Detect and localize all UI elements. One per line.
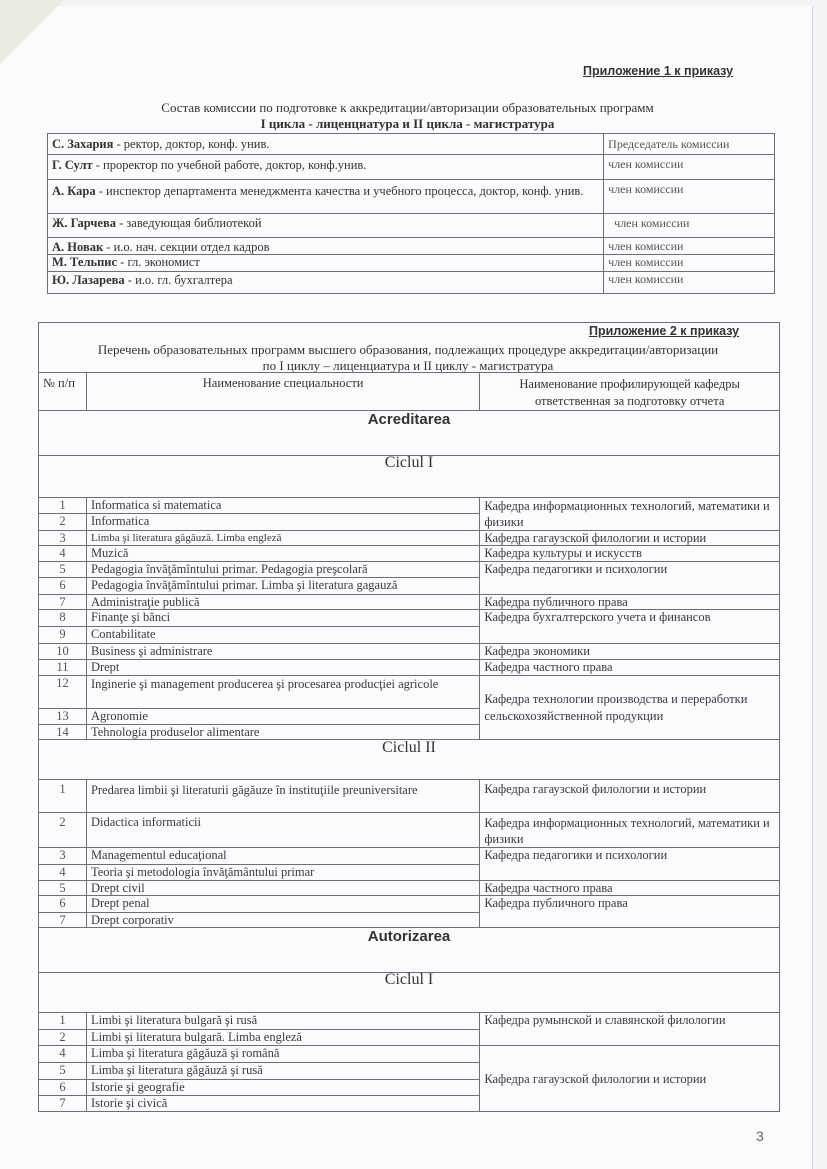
table-row [39,881,780,896]
commission-row [48,214,775,238]
row-specialty: Istorie şi geografie [86,1080,479,1096]
row-num: 4 [39,865,87,881]
table-row [39,644,780,660]
row-num: 4 [39,1046,87,1063]
row-num: 2 [39,813,87,848]
member-name: С. Захария [52,137,114,151]
row-department: Кафедра частного права [480,881,780,896]
row-specialty: Tehnologia produselor alimentare [86,725,479,740]
table-row [39,610,780,627]
row-specialty: Limbi şi literatura bulgară şi rusă [86,1013,479,1030]
row-specialty: Drept [86,660,479,676]
member-role: член комиссии [604,214,775,238]
appendix-1-label: Приложение 1 к приказу [583,64,734,78]
row-num: 1 [39,498,87,514]
row-department: Кафедра информационных технологий, математики и физики [480,813,780,848]
section-row [39,973,780,1013]
table-row [39,660,780,676]
table-row [39,896,780,913]
row-department: Кафедра экономики [480,644,780,660]
member-desc: - гл. экономист [117,255,200,269]
member-desc: - ректор, доктор, конф. унив. [113,137,270,151]
section-row [39,928,780,973]
appendix-2-title-line1: Перечень образовательных программ высшего образования, подлежащих процедуре аккредитации/авторизации [97,342,719,357]
row-specialty: Predarea limbii şi literaturii găgăuze în instituţiile preuniversitare [86,780,479,813]
commission-row [48,255,775,272]
section-row [39,740,780,780]
table-row [39,1013,780,1030]
row-specialty: Drept corporativ [86,913,479,928]
section-acreditarea: Acreditarea [367,411,451,428]
commission-row [48,134,775,155]
section-acred-ciclul1: Ciclul I [384,454,434,471]
appendix-1-title-line2: I цикла - лиценциатура и II цикла - магистратура [260,116,555,131]
folded-corner [0,0,64,64]
row-specialty: Pedagogia învăţămîntului primar. Limba şi literatura gagauză [86,578,479,595]
row-specialty: Limba şi literatura găgăuză şi română [86,1046,479,1063]
member-desc: - и.о. гл. бухгалтера [124,273,233,287]
appendix-2-title-line2: по I циклу – лиценциатура и II циклу - магистратура [262,358,554,373]
row-department: Кафедра педагогики и психологии [480,848,780,881]
row-specialty: Limbi şi literatura bulgară. Limba engleză [86,1030,479,1046]
row-specialty: Inginerie şi management producerea şi procesarea producţiei agricole [86,676,479,709]
row-num: 9 [39,627,87,644]
row-num: 7 [39,595,87,610]
member-desc: - инспектор департамента менеджмента качества и учебного процесса, доктор, конф. унив. [95,184,584,198]
row-department: Кафедра технологии производства и переработки сельскохозяйственной продукции [480,676,780,740]
row-specialty: Limba şi literatura găgăuză şi rusă [86,1063,479,1080]
row-specialty: Drept penal [86,896,479,913]
row-department: Кафедра информационных технологий, математики и физики [480,498,780,531]
row-num: 4 [39,546,87,562]
table-row [39,531,780,546]
row-specialty: Business şi administrare [86,644,479,660]
section-row [39,411,780,456]
row-num: 2 [39,514,87,531]
row-specialty: Administraţie publică [86,595,479,610]
member-desc: - проректор по учебной работе, доктор, конф.унив. [92,158,367,172]
table-row [39,848,780,865]
commission-row [48,272,775,294]
row-num: 6 [39,1080,87,1096]
section-autor-ciclul1: Ciclul I [384,971,434,988]
row-specialty: Muzică [86,546,479,562]
row-num: 13 [39,709,87,725]
row-department: Кафедра частного права [480,660,780,676]
section-autorizarea: Autorizarea [367,928,451,945]
header-num: № п/п [39,373,87,411]
row-num: 6 [39,896,87,913]
row-num: 7 [39,913,87,928]
header-department: Наименование профилирующей кафедры ответственная за подготовку отчета [480,373,780,411]
row-specialty: Managementul educaţional [86,848,479,865]
row-specialty: Contabilitate [86,627,479,644]
row-department: Кафедра педагогики и психологии [480,562,780,595]
table-row [39,676,780,709]
member-role: член комиссии [604,155,775,180]
row-specialty: Teoria şi metodologia învăţământului primar [86,865,479,881]
programs-table [38,372,780,1112]
row-department: Кафедра гагаузской филологии и истории [480,531,780,546]
member-role: Председатель комиссии [604,134,775,155]
member-role: член комиссии [604,180,775,214]
row-num: 5 [39,1063,87,1080]
table-row [39,1046,780,1063]
member-name: Ю. Лазарева [52,273,125,287]
row-department: Кафедра культуры и искусств [480,546,780,562]
table-row [39,813,780,848]
row-num: 12 [39,676,87,709]
row-specialty: Informatica [86,514,479,531]
member-name: Г. Султ [52,158,93,172]
header-specialty: Наименование специальности [86,373,479,411]
row-num: 14 [39,725,87,740]
section-acred-ciclul2: Ciclul II [382,739,436,756]
row-department: Кафедра гагаузской филологии и истории [480,1046,780,1112]
table-row [39,498,780,514]
page-number: 3 [756,1128,764,1144]
member-name: А. Кара [52,184,96,198]
row-num: 11 [39,660,87,676]
member-role: член комиссии [604,255,775,272]
row-specialty: Drept civil [86,881,479,896]
row-num: 7 [39,1096,87,1112]
row-num: 2 [39,1030,87,1046]
member-desc: - заведующая библиотекой [115,216,262,230]
row-num: 5 [39,881,87,896]
table-row [39,546,780,562]
row-num: 1 [39,780,87,813]
row-num: 3 [39,848,87,865]
commission-row [48,180,775,214]
row-specialty: Didactica informaticii [86,813,479,848]
row-specialty: Limba şi literatura găgăuză. Limba engleză [86,531,479,546]
row-department: Кафедра гагаузской филологии и истории [480,780,780,813]
row-department: Кафедра румынской и славянской филологии [480,1013,780,1046]
member-role: член комиссии [604,272,775,294]
header-row [39,373,780,411]
row-num: 10 [39,644,87,660]
member-role: член комиссии [604,238,775,255]
row-specialty: Informatica si matematica [86,498,479,514]
row-specialty: Agronomie [86,709,479,725]
row-specialty: Finanţe şi bănci [86,610,479,627]
member-name: М. Тельпис [52,255,118,269]
row-department: Кафедра бухгалтерского учета и финансов [480,610,780,644]
appendix-2-label: Приложение 2 к приказу [589,324,740,338]
section-row [39,456,780,498]
row-num: 5 [39,562,87,578]
row-num: 6 [39,578,87,595]
row-num: 3 [39,531,87,546]
member-name: А. Новак [52,240,104,254]
member-name: Ж. Гарчева [52,216,116,230]
row-specialty: Istorie şi civică [86,1096,479,1112]
commission-table [47,133,775,294]
member-desc: - и.о. нач. секции отдел кадров [103,240,270,254]
row-department: Кафедра публичного права [480,595,780,610]
row-department: Кафедра публичного права [480,896,780,928]
row-specialty: Pedagogia învăţămîntului primar. Pedagogia preşcolară [86,562,479,578]
appendix-1-title-line1: Состав комиссии по подготовке к аккредитации/авторизации образовательных программ [161,100,654,115]
table-row [39,562,780,578]
commission-row [48,238,775,255]
row-num: 8 [39,610,87,627]
table-row [39,780,780,813]
table-row [39,595,780,610]
commission-row [48,155,775,180]
row-num: 1 [39,1013,87,1030]
